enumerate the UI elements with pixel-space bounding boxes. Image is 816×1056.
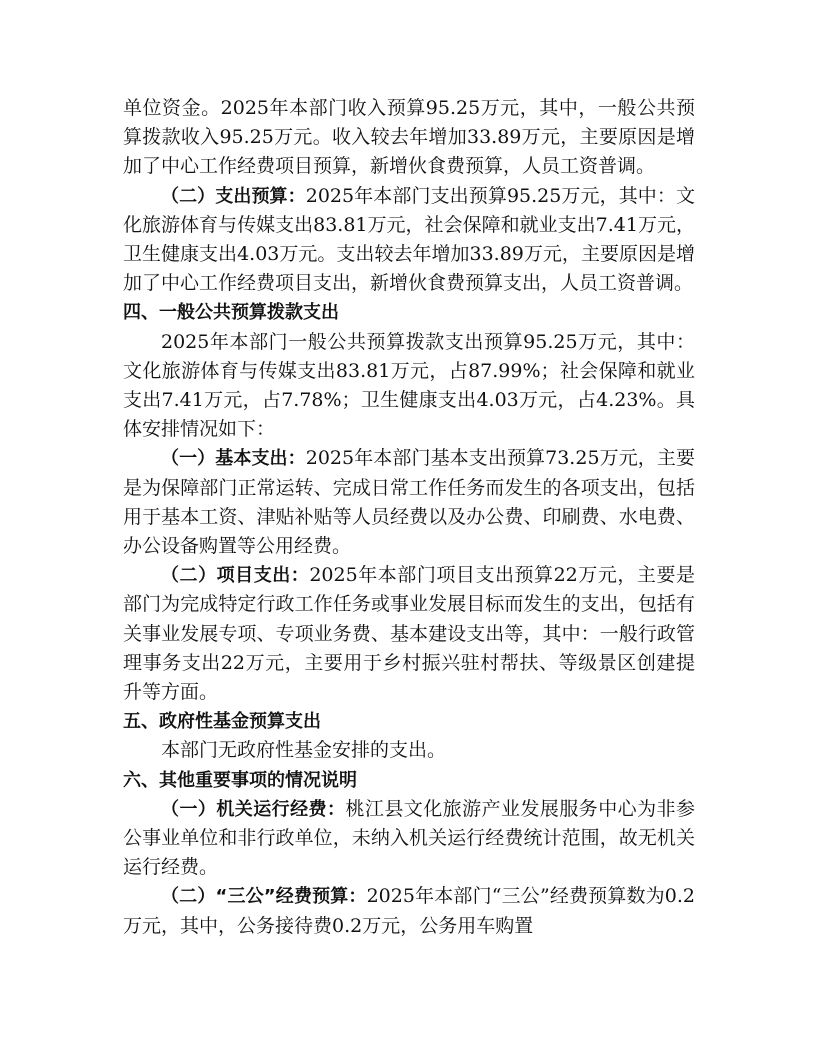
paragraph-body: 2025年本部门项目支出预算22万元，主要是部门为完成特定行政工作任务或事业发展目标而发生的支出，包括有关事业发展专项、专项业务费、基本建设支出等，其中：一般行政管理事务支出22万元，主要用于乡村振兴驻村帮扶、等级景区创建提升等方面。 [123, 564, 696, 704]
paragraph-body: 桃江县文化旅游产业发展服务中心为非参公事业单位和非行政单位，未纳入机关运行经费统计范围，故无机关运行经费。 [123, 797, 695, 879]
paragraph-operating-expenses [123, 795, 695, 883]
paragraph-income-budget: 单位资金。2025年本部门收入预算95.25万元，其中，一般公共预算拨款收入95.25万元。收入较去年增加33.89万元，主要原因是增加了中心工作经费项目预算，新增伙食费预算，人员工资普调。 [123, 97, 695, 178]
paragraph-basic-expenditure [123, 444, 695, 561]
paragraph-lead: （二）“三公”经费预算： [161, 886, 367, 908]
paragraph-general-budget: 2025年本部门一般公共预算拨款支出预算95.25万元，其中：文化旅游体育与传媒支出83.81万元，占87.99%；社会保障和就业支出7.41万元，占7.78%；卫生健康支出4.03万元，占4.23%。具体安排情况如下： [123, 330, 695, 441]
paragraph-three-public-expenses [123, 882, 695, 940]
paragraph-body: 2025年本部门“三公”经费预算数为0.2万元，其中，公务接待费0.2万元，公务用车购置 [123, 885, 695, 937]
paragraph-lead: （二）项目支出： [161, 565, 310, 587]
paragraph-government-fund: 本部门无政府性基金安排的支出。 [161, 739, 447, 762]
paragraph-lead: （一）基本支出： [161, 448, 306, 470]
paragraph-body: 2025年本部门基本支出预算73.25万元，主要是为保障部门正常运转、完成日常工作任务而发生的各项支出，包括用于基本工资、津贴补贴等人员经费以及办公费、印刷费、水电费、办公设备购置等公用经费。 [123, 447, 695, 558]
paragraph-expenditure-budget [123, 182, 695, 299]
section-heading-other-matters: 六、其他重要事项的情况说明 [123, 769, 357, 791]
paragraph-body: 2025年本部门支出预算95.25万元，其中：文化旅游体育与传媒支出83.81万元，社会保障和就业支出7.41万元，卫生健康支出4.03万元。支出较去年增加33.89万元，主要原因是增加了中心工作经费项目支出，新增伙食费预算支出，人员工资普调。 [123, 184, 695, 295]
paragraph-project-expenditure [123, 561, 695, 707]
paragraph-lead: （一）机关运行经费： [161, 798, 346, 820]
section-heading-general-budget: 四、一般公共预算拨款支出 [123, 302, 339, 324]
document-page [123, 94, 695, 941]
section-heading-government-fund: 五、政府性基金预算支出 [123, 711, 321, 733]
paragraph-lead: （二）支出预算： [161, 185, 306, 207]
